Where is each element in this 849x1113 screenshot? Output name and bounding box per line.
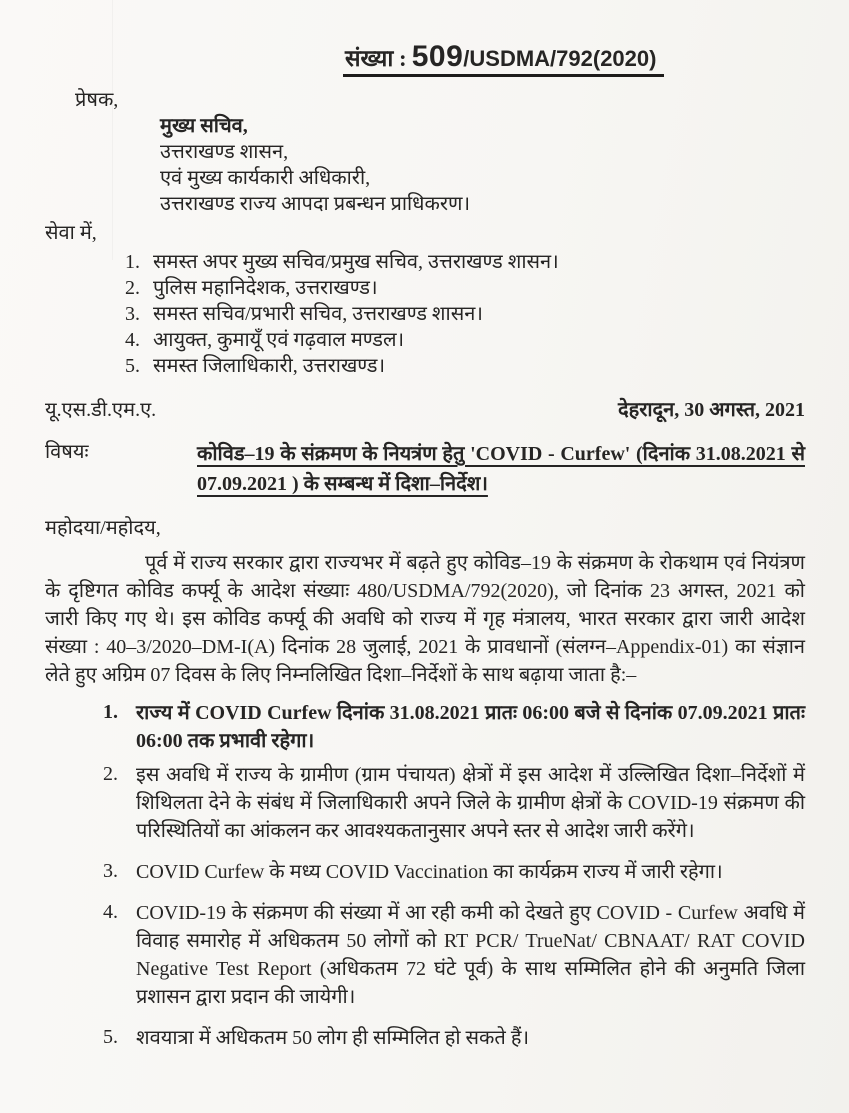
reference-number-value: 509 [411, 40, 464, 73]
reference-number-suffix: /USDMA/792(2020) [463, 46, 657, 71]
sender-block [160, 113, 805, 217]
directive-number: 2. [103, 763, 118, 785]
from-label: प्रेषक, [75, 89, 119, 111]
directive-text: इस अवधि में राज्य के ग्रामीण (ग्राम पंचायत) क्षेत्रों में इस आदेश में उल्लिखित दिशा–निर्देशों में शिथिलता देने के संबंध में जिलाधिकारी अपने जिले के ग्रामीण क्षेत्रों के COVID-19 संक्रमण की परिस्थितियों का आंकलन कर आवश्यकतानुसार अपने स्तर से आदेश जारी करेंगे। [136, 764, 805, 842]
recipient-number: 2. [125, 277, 140, 299]
directive-text: COVID Curfew के मध्य COVID Vaccination का कार्यक्रम राज्य में जारी रहेगा। [136, 861, 723, 883]
sender-line: मुख्य सचिव, [160, 115, 248, 137]
recipient-number: 1. [125, 251, 140, 273]
directive-text: शवयात्रा में अधिकतम 50 लोग ही सम्मिलित हो सकते हैं। [136, 1027, 530, 1049]
sender-line: उत्तराखण्ड शासन, [160, 141, 289, 163]
salutation: महोदया/महोदय, [45, 517, 161, 539]
directive-item [103, 899, 805, 1011]
directive-list [103, 699, 805, 1052]
directive-number: 5. [103, 1026, 118, 1048]
recipient-item [125, 249, 805, 275]
reference-label: संख्या : [345, 46, 407, 71]
subject-label: विषयः [45, 441, 89, 463]
opening-paragraph: पूर्व में राज्य सरकार द्वारा राज्यभर में बढ़ते हुए कोविड–19 के संक्रमण के रोकथाम एवं नियंत्रण के दृष्टिगत कोविड कर्फ्यू के आदेश संख्याः 480/USDMA/792(2020), जो दिनांक 23 अगस्त, 2021 को जारी किए गए थे। इस कोविड कर्फ्यू की अवधि को राज्य में गृह मंत्रालय, भारत सरकार द्वारा जारी आदेश संख्या : 40–3/2020–DM-I(A) दिनांक 28 जुलाई, 2021 के प्रावधानों (संलग्न–Appendix-01) का संज्ञान लेते हुए अग्रिम 07 दिवस के लिए निम्नलिखित दिशा–निर्देशों के साथ बढ़ाया जाता है:– [45, 552, 805, 686]
recipient-item [125, 327, 805, 353]
recipient-item [125, 275, 805, 301]
directive-text: राज्य में COVID Curfew दिनांक 31.08.2021 प्रातः 06:00 बजे से दिनांक 07.09.2021 प्रातः 06:00 तक प्रभावी रहेगा। [136, 702, 805, 752]
directive-number: 4. [103, 901, 118, 923]
subject-row [45, 439, 805, 499]
recipient-number: 4. [125, 329, 140, 351]
recipient-text: समस्त जिलाधिकारी, उत्तराखण्ड। [153, 355, 386, 377]
directive-number: 1. [103, 701, 118, 723]
place-and-date: देहरादून, 30 अगस्त, 2021 [617, 399, 805, 421]
recipient-text: समस्त अपर मुख्य सचिव/प्रमुख सचिव, उत्तराखण्ड शासन। [153, 251, 559, 273]
subject-text: कोविड–19 के संक्रमण के नियत्रंण हेतु 'COVID - Curfew' (दिनांक 31.08.2021 से 07.09.2021 ) के सम्बन्ध में दिशा–निर्देश। [197, 443, 805, 495]
recipient-text: पुलिस महानिदेशक, उत्तराखण्ड। [153, 277, 378, 299]
recipient-number: 3. [125, 303, 140, 325]
recipient-text: समस्त सचिव/प्रभारी सचिव, उत्तराखण्ड शासन। [153, 303, 483, 325]
recipient-item [125, 301, 805, 327]
directive-item [103, 761, 805, 845]
directive-number: 3. [103, 860, 118, 882]
directive-item [103, 699, 805, 755]
directive-text: COVID-19 के संक्रमण की संख्या में आ रही कमी को देखते हुए COVID - Curfew अवधि में विवाह समारोह में अधिकतम 50 लोगों को RT PCR/ TrueNat/ CBNAAT/ RAT COVID Negative Test Report (अधिकतम 72 घंटे पूर्व) के साथ सम्मिलित होने की अनुमति जिला प्रशासन द्वारा प्रदान की जायेगी। [136, 902, 805, 1008]
org-abbreviation: यू.एस.डी.एम.ए. [45, 399, 157, 421]
dateline-row [45, 397, 805, 423]
sender-line: एवं मुख्य कार्यकारी अधिकारी, [160, 167, 371, 189]
recipient-list [125, 249, 805, 379]
directive-item [103, 1024, 805, 1052]
recipient-number: 5. [125, 355, 140, 377]
recipient-text: आयुक्त, कुमायूँ एवं गढ़वाल मण्डल। [153, 329, 405, 351]
reference-number [343, 40, 664, 77]
recipient-item [125, 353, 805, 379]
sender-line: उत्तराखण्ड राज्य आपदा प्रबन्धन प्राधिकरण। [160, 193, 471, 215]
scan-fold-line [112, 0, 113, 260]
to-label: सेवा में, [45, 222, 97, 244]
directive-item [103, 858, 805, 886]
